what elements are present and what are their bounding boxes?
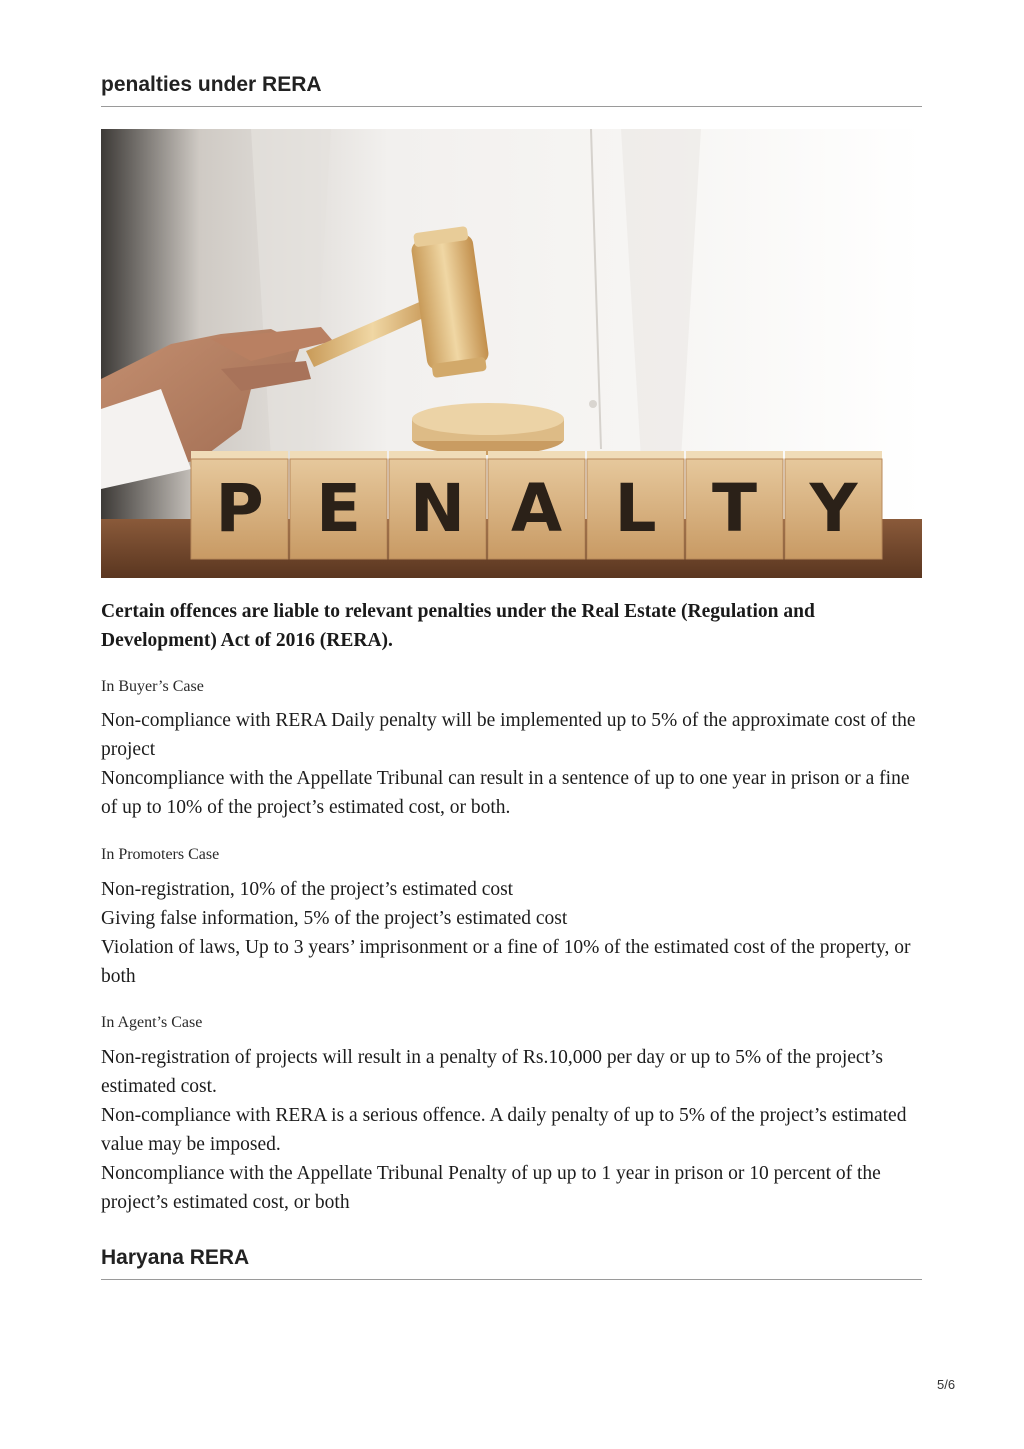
buyer-case-body — [101, 706, 922, 822]
intro-paragraph: Certain offences are liable to relevant penalties under the Real Estate (Regulation and Development) Act of 2016 (RERA). — [101, 601, 815, 651]
agent-case-label: In Agent’s Case — [101, 1014, 203, 1031]
letter-block — [290, 451, 387, 559]
buyer-case-line: Noncompliance with the Appellate Tribunal can result in a sentence of up to one year in prison or a fine of up to 10% of the project’s estimated cost, or both. — [101, 768, 910, 818]
agent-case-line: Non-registration of projects will result in a penalty of Rs.10,000 per day or up to 5% of the project’s estimated cost. — [101, 1047, 883, 1097]
block-letter: P — [215, 470, 264, 547]
buyer-case-label: In Buyer’s Case — [101, 678, 204, 695]
letter-block — [785, 451, 882, 559]
agent-case-line: Noncompliance with the Appellate Tribunal Penalty of up up to 1 year in prison or 10 percent of the project’s estimated cost, or both — [101, 1163, 881, 1213]
agent-case-line: Non-compliance with RERA is a serious offence. A daily penalty of up to 5% of the project’s estimated value may be imposed. — [101, 1105, 907, 1155]
buyer-case-line: Non-compliance with RERA Daily penalty will be implemented up to 5% of the approximate cost of the project — [101, 710, 916, 760]
promoter-case-line: Violation of laws, Up to 3 years’ imprisonment or a fine of 10% of the estimated cost of the property, or both — [101, 937, 911, 987]
block-letter: A — [510, 470, 563, 547]
section-heading-haryana-rera: Haryana RERA — [101, 1246, 250, 1269]
page-number: 5/6 — [937, 1377, 956, 1392]
letter-block — [587, 451, 684, 559]
letter-block — [686, 451, 783, 559]
penalty-letter-blocks — [191, 451, 882, 559]
promoter-case-line: Non-registration, 10% of the project’s estimated cost — [101, 879, 514, 900]
agent-case-body — [101, 1043, 922, 1217]
block-letter: L — [614, 470, 657, 547]
letter-block — [389, 451, 486, 559]
block-letter: N — [409, 470, 466, 547]
penalty-gavel-illustration — [101, 129, 922, 578]
heading-divider — [101, 1279, 922, 1280]
letter-block — [191, 451, 288, 559]
letter-block — [488, 451, 585, 559]
heading-divider — [101, 106, 922, 107]
block-letter: Y — [809, 470, 858, 547]
promoter-case-label: In Promoters Case — [101, 846, 220, 863]
penalty-gavel-image — [101, 129, 922, 578]
block-letter: E — [315, 470, 362, 547]
promoter-case-line: Giving false information, 5% of the project’s estimated cost — [101, 908, 568, 929]
block-letter: T — [711, 470, 758, 547]
promoter-case-body — [101, 875, 922, 991]
section-heading-penalties: penalties under RERA — [101, 73, 322, 96]
